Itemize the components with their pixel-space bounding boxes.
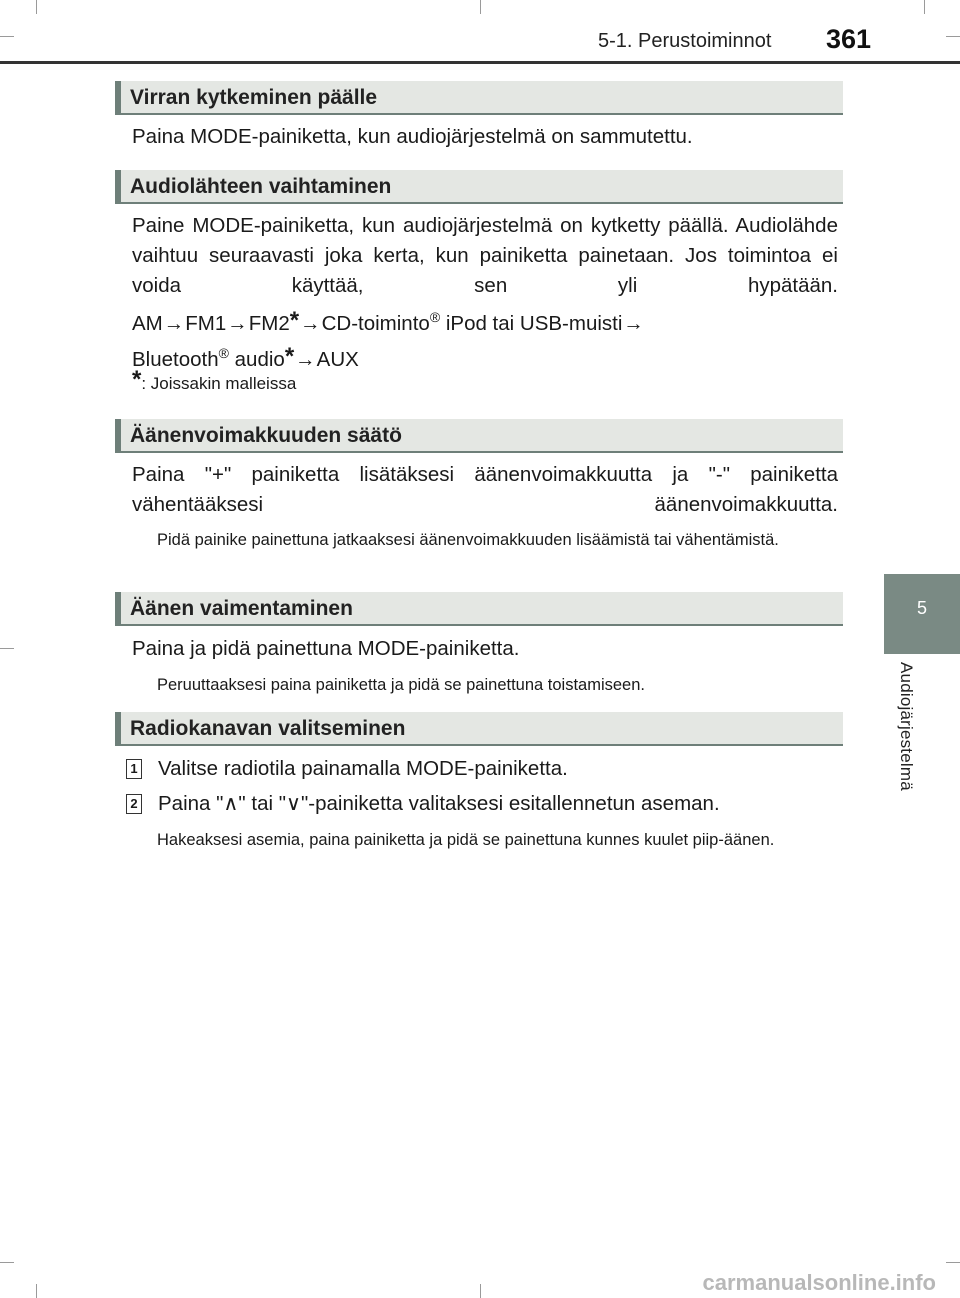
seq-fm2: FM2 (248, 312, 290, 335)
chapter-title: 5-1. Perustoiminnot (598, 30, 772, 52)
watermark: carmanualsonline.info (702, 1270, 936, 1295)
chapter-tab-label: Audiojärjestelmä (897, 662, 916, 791)
step-number: 2 (126, 794, 142, 814)
crop-mark (480, 1284, 481, 1298)
crop-mark (0, 648, 14, 649)
arrow-icon: → (300, 312, 321, 335)
radio-note: Hakeaksesi asemia, paina painiketta ja pidä se painettuna kunnes kuulet piip-äänen. (157, 831, 775, 849)
chapter-tab-number: 5 (916, 598, 927, 618)
section-heading-power: Virran kytkeminen päälle (115, 81, 843, 115)
registered-mark: ® (218, 345, 229, 361)
header-rule (0, 61, 960, 64)
footnote-text: : Joissakin malleissa (141, 374, 297, 393)
crop-mark (946, 1262, 960, 1263)
volume-note: Pidä painike painettuna jatkaaksesi äänenvoimakkuuden lisäämistä tai vähentämistä. (157, 531, 779, 549)
seq-cd: CD-toiminto (321, 312, 430, 335)
footnote (132, 366, 297, 394)
section-heading-source: Audiolähteen vaihtaminen (115, 170, 843, 204)
asterisk-icon: * (284, 343, 295, 370)
chapter-tab (884, 574, 960, 654)
crop-mark (480, 0, 481, 14)
asterisk-icon: * (289, 307, 300, 334)
source-sequence (132, 306, 838, 378)
seq-bluetooth: Bluetooth (132, 348, 219, 371)
seq-fm1: FM1 (185, 312, 227, 335)
crop-mark (924, 0, 925, 14)
arrow-icon: → (295, 348, 316, 371)
source-text: Paine MODE-painiketta, kun audiojärjestelmä on kytketty päällä. Audiolähde vaihtuu seuraavasti joka kerta, kun painiketta painetaan. Jos toimintoa ei voida käyttää, sen yli hypätään. (132, 214, 838, 297)
mute-note: Peruuttaaksesi paina painiketta ja pidä se painettuna toistamiseen. (157, 676, 645, 694)
crop-mark (36, 1284, 37, 1298)
section-heading-radio: Radiokanavan valitseminen (115, 712, 843, 746)
arrow-icon: → (163, 312, 185, 335)
crop-mark (36, 0, 37, 14)
step-text: Valitse radiotila painamalla MODE-painiketta. (158, 757, 568, 780)
seq-aux: AUX (316, 348, 359, 371)
crop-mark (0, 1262, 14, 1263)
arrow-icon: → (227, 312, 248, 335)
step-number: 1 (126, 759, 142, 779)
seq-audio: audio (228, 348, 285, 371)
crop-mark (0, 36, 14, 37)
page-number: 361 (826, 24, 872, 54)
crop-mark (946, 36, 960, 37)
asterisk-icon: * (132, 366, 142, 393)
seq-ipod-usb: iPod tai USB-muisti (440, 312, 623, 335)
step-text: Paina "∧" tai "∨"-painiketta valitaksesi esitallennetun aseman. (158, 792, 720, 815)
power-text: Paina MODE-painiketta, kun audiojärjestelmä on sammutettu. (132, 125, 693, 148)
arrow-icon: → (623, 312, 644, 335)
section-heading-mute: Äänen vaimentaminen (115, 592, 843, 626)
section-heading-volume: Äänenvoimakkuuden säätö (115, 419, 843, 453)
mute-text: Paina ja pidä painettuna MODE-painiketta. (132, 637, 520, 660)
registered-mark: ® (429, 309, 441, 325)
seq-am: AM (132, 312, 163, 335)
volume-text: Paina "+" painiketta lisätäksesi äänenvoimakkuutta ja "-" painiketta vähentääksesi äänenvoimakkuutta. (132, 463, 838, 516)
